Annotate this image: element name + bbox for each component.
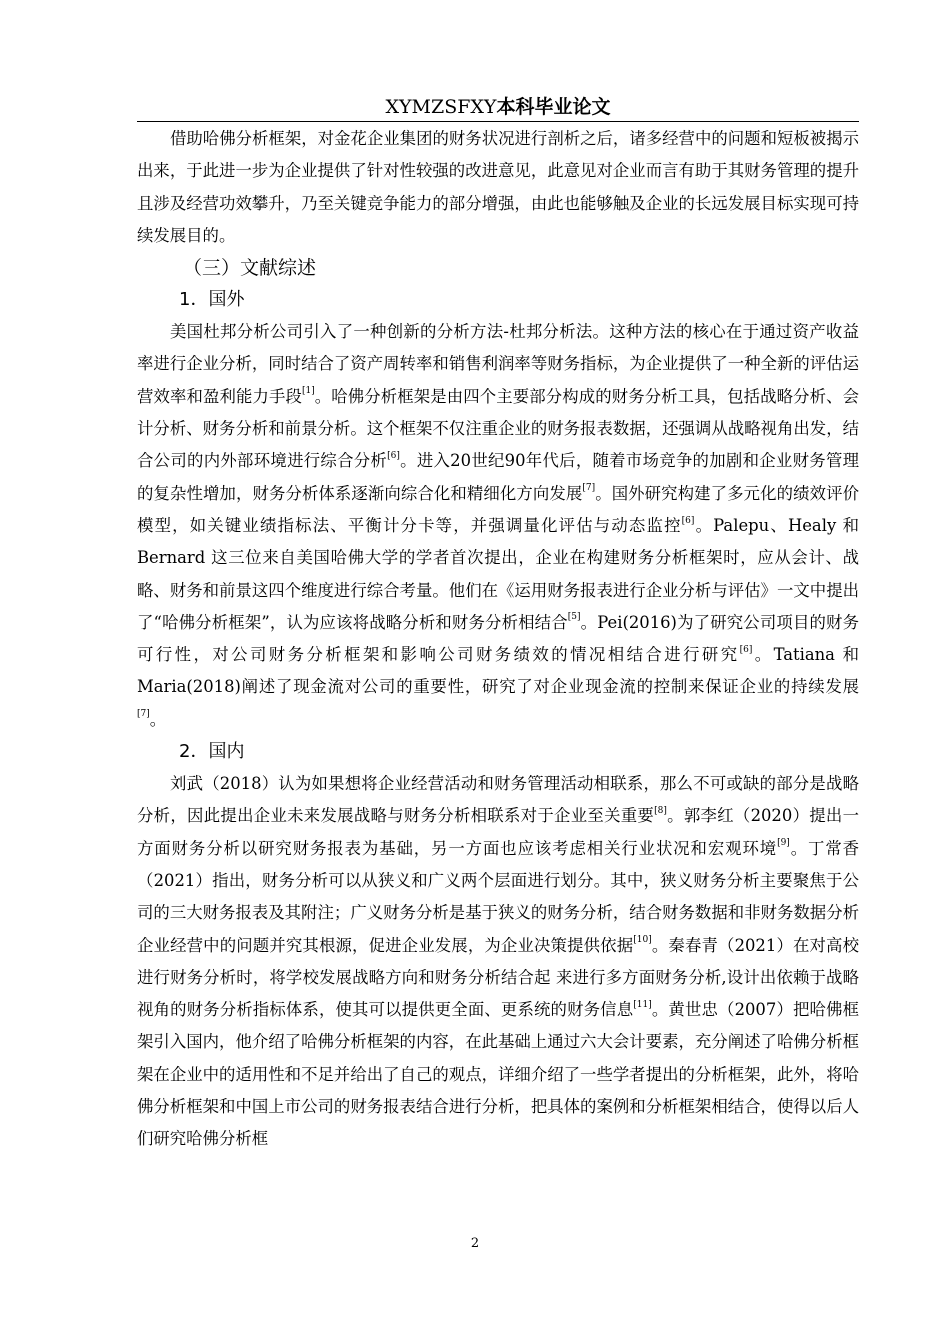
text-run: 。国外研究构建了多元化的绩效评价模型，如关键业绩指标法、平衡计分卡等，并强调量化评估与动态监控 [137,483,860,535]
document-body [137,123,859,1156]
citation: [1] [301,386,315,397]
citation: [7] [582,483,596,494]
header-latin: XYMZSFXY [385,96,497,118]
text-run: 美国杜邦分析公司引入了一种创新的分析方法-杜邦分析法。这种方法的核心在于通过资产收益率进行企业分析，同时结合了资产周转率和销售利润率等财务指标，为企业提供了一种全新的评估运营效率和盈利能力手段 [137,322,859,406]
text-run: 。Palepu、Healy 和 Bernard 这三位来自美国哈佛大学的学者首次提出，企业在构建财务分析框架时，应从会计、战略、财务和前景这四个维度进行综合考量。他们在《运用财务报表进行企业分析与评估》一文中提出了“哈佛分析框架”，认为应该将战略分析和财务分析相结合 [137,515,859,632]
header-cjk: 本科毕业论文 [496,96,611,118]
citation: [6] [739,644,753,655]
text-run: 。哈佛分析框架是由四个主要部分构成的财务分析工具，包括战略分析、会计分析、财务分析和前景分析。这个框架不仅注重企业的财务报表数据，还强调从战略视角出发，结合公司的内外部环境进行综合分析 [137,386,860,471]
text-run: 。郭李红（2020）提出一方面财务分析以研究财务报表为基础，另一方面也应该考虑相关行业状况和宏观环境 [137,806,860,858]
citation: [7] [137,709,150,720]
foreign-heading: 1．国外 [179,289,245,311]
intro-paragraph: 借助哈佛分析框架，对金花企业集团的财务状况进行剖析之后，诸多经营中的问题和短板被揭示出来，于此进一步为企业提供了针对性较强的改进意见，此意见对企业而言有助于其财务管理的提升且涉及经营功效攀升，乃至关键竞争能力的部分增强，由此也能够触及企业的长远发展目标实现可持续发展目的。 [137,129,859,245]
text-run: 。Pei(2016)为了研究公司项目的财务可行性，对公司财务分析框架和影响公司财务绩效的情况相结合进行研究 [137,612,859,665]
citation: [10] [633,935,652,946]
text-run: 刘武（2018）认为如果想将企业经营活动和财务管理活动相联系，那么不可或缺的部分是战略分析，因此提出企业未来发展战略与财务分析相联系对于企业至关重要 [137,774,859,826]
citation: [5] [567,612,581,623]
text-run: 。进入20世纪90年代后，随着市场竞争的加剧和企业财务管理的复杂性增加，财务分析体系逐渐向综合化和精细化方向发展 [137,451,860,503]
text-run: 。秦春青（2021）在对高校进行财务分析时，将学校发展战略方向和财务分析结合起 来进行多方面财务分析,设计出依赖于战略视角的财务分析指标体系，使其可以提供更全面、更系统的财务信息 [137,935,859,1020]
section-heading: （三）文献综述 [183,257,317,280]
citation: [8] [654,805,667,816]
citation: [9] [777,838,790,849]
running-header [137,93,859,122]
citation: [11] [633,999,652,1010]
citation: [6] [387,450,400,461]
text-run: 。黄世忠（2007）把哈佛框架引入国内，他介绍了哈佛分析框架的内容，在此基础上通过六大会计要素，充分阐述了哈佛分析框架在企业中的适用性和不足并给出了自己的观点，详细介绍了一些学者提出的分析框架，此外，将哈佛分析框架和中国上市公司的财务报表结合进行分析，把具体的案例和分析框架相结合，使得以后人们研究哈佛分析框 [137,1000,859,1149]
text-run: 。丁常香（2021）指出，财务分析可以从狭义和广义两个层面进行划分。其中，狭义财务分析主要聚焦于公司的三大财务报表及其附注；广义财务分析是基于狭义的财务分析，结合财务数据和非财务数据分析企业经营中的问题并究其根源，促进企业发展，为企业决策提供依据 [137,838,860,955]
domestic-heading: 2．国内 [179,741,245,763]
citation: [6] [681,515,695,526]
foreign-paragraph [137,316,859,736]
text-run: 。 [149,709,167,729]
page-number: 2 [470,1236,480,1251]
domestic-paragraph [137,768,859,1156]
text-run: 。Tatiana 和 Maria(2018)阐述了现金流对公司的重要性，研究了对企业现金流的控制来保证企业的持续发展 [137,645,859,697]
